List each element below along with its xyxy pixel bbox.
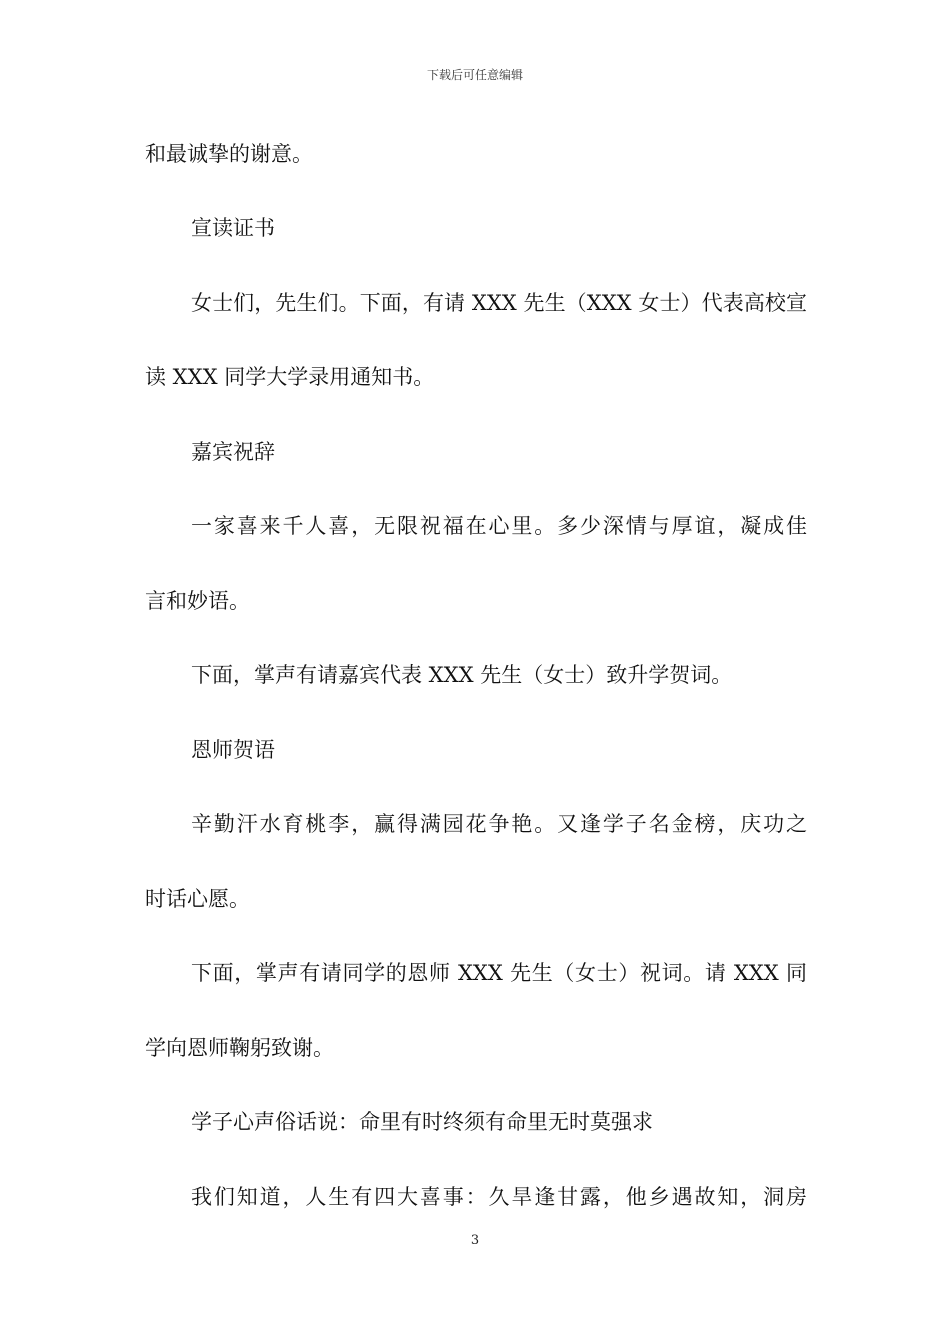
page-header: 下载后可任意编辑 bbox=[426, 68, 523, 82]
page-number: 3 bbox=[470, 1233, 480, 1248]
text-line: 读 XXX 同学大学录用通知书。 bbox=[145, 365, 435, 389]
section-heading: 恩师贺语 bbox=[191, 738, 275, 762]
text-line: 言和妙语。 bbox=[145, 589, 250, 613]
text-line: 时话心愿。 bbox=[145, 887, 250, 911]
section-heading: 学子心声俗话说：命里有时终须有命里无时莫强求 bbox=[191, 1110, 653, 1134]
text-line: 一家喜来千人喜，无限祝福在心里。多少深情与厚谊，凝成佳 bbox=[191, 514, 807, 538]
text-line: 和最诚挚的谢意。 bbox=[145, 142, 313, 166]
section-heading: 宣读证书 bbox=[191, 216, 275, 240]
section-heading: 嘉宾祝辞 bbox=[191, 440, 275, 464]
text-line: 下面，掌声有请嘉宾代表 XXX 先生（女士）致升学贺词。 bbox=[191, 663, 733, 687]
text-line: 学向恩师鞠躬致谢。 bbox=[145, 1036, 334, 1060]
text-line: 我们知道，人生有四大喜事：久旱逢甘露，他乡遇故知，洞房 bbox=[191, 1185, 807, 1209]
text-line: 下面，掌声有请同学的恩师 XXX 先生（女士）祝词。请 XXX 同 bbox=[191, 961, 807, 985]
text-line: 辛勤汗水育桃李，赢得满园花争艳。又逢学子名金榜，庆功之 bbox=[191, 812, 807, 836]
text-line: 女士们，先生们。下面，有请 XXX 先生（XXX 女士）代表高校宣 bbox=[191, 291, 807, 315]
